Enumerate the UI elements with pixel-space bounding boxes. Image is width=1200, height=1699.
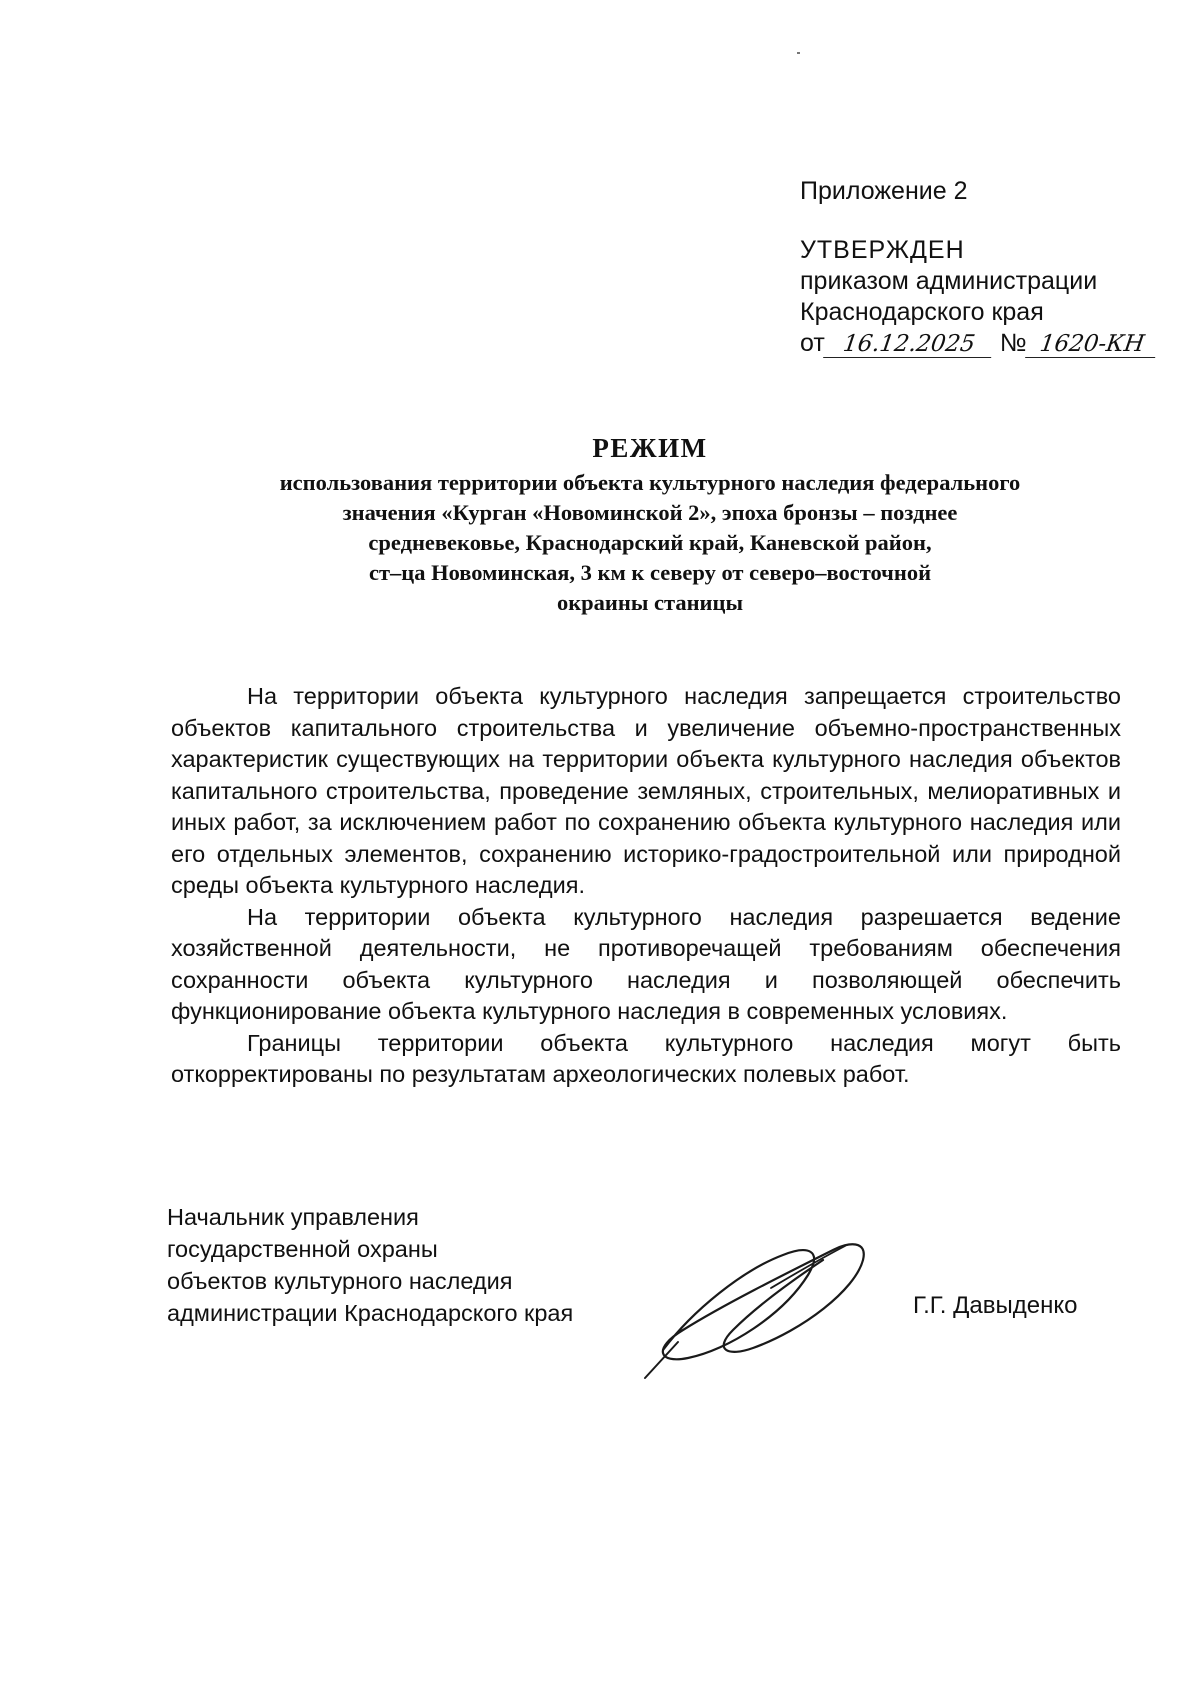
scan-speck	[797, 52, 800, 54]
body-paragraph-permissions: На территории объекта культурного наследия разрешается ведение хозяйственной деятельности, не противоречащей требованиям обеспечения сохранности объекта культурного наследия и позволяющей обеспечить функционирование объекта культурного наследия в современных условиях.	[171, 903, 1121, 1024]
order-number-sign: №	[999, 329, 1027, 357]
signatory-position-line-3: объектов культурного наследия	[167, 1268, 513, 1294]
title-line-3: средневековье, Краснодарский край, Каневской район,	[368, 530, 932, 555]
signatory-position-line-4: администрации Краснодарского края	[167, 1300, 574, 1326]
document-title-block	[160, 433, 1140, 618]
signatory-position-line-2: государственной охраны	[167, 1236, 438, 1262]
handwritten-signature	[633, 1230, 883, 1380]
title-line-2: значения «Курган «Новоминской 2», эпоха бронзы – позднее	[342, 500, 958, 525]
body-paragraph-boundaries: Границы территории объекта культурного наследия могут быть откорректированы по результатам археологических полевых работ.	[171, 1029, 1121, 1087]
body-text	[171, 681, 1121, 1091]
title-line-4: ст–ца Новоминская, 3 км к северу от северо–восточной	[368, 560, 932, 585]
signatory-name: Г.Г. Давыденко	[913, 1292, 1078, 1319]
body-paragraph-prohibitions: На территории объекта культурного наследия запрещается строительство объектов капитального строительства и увеличение объемно-пространственных характеристик существующих на территории объекта культурного наследия объектов капитального строительства, проведение земляных, строительных, мелиоративных и иных работ, за исключением работ по сохранению объекта культурного наследия или его отдельных элементов, сохранению историко-градостроительной или природной среды объекта культурного наследия.	[171, 683, 1121, 898]
approval-block	[800, 176, 1157, 359]
approval-line-2: Краснодарского края	[800, 298, 1044, 326]
order-number-handwritten: 1620-КН	[1025, 331, 1159, 358]
title-line-1: использования территории объекта культурного наследия федерального	[279, 470, 1021, 495]
signatory-position	[167, 1201, 573, 1329]
approval-line-1: приказом администрации	[800, 267, 1098, 295]
approved-heading: УТВЕРЖДЕН	[800, 236, 965, 264]
order-date-handwritten: 16.12.2025	[823, 331, 995, 358]
signatory-position-line-1: Начальник управления	[167, 1204, 419, 1230]
order-line	[800, 328, 1157, 359]
order-from-prefix: от	[800, 329, 825, 357]
appendix-label: Приложение 2	[800, 177, 968, 205]
title-line-5: окраины станицы	[556, 590, 744, 615]
document-title: РЕЖИМ	[592, 433, 708, 463]
